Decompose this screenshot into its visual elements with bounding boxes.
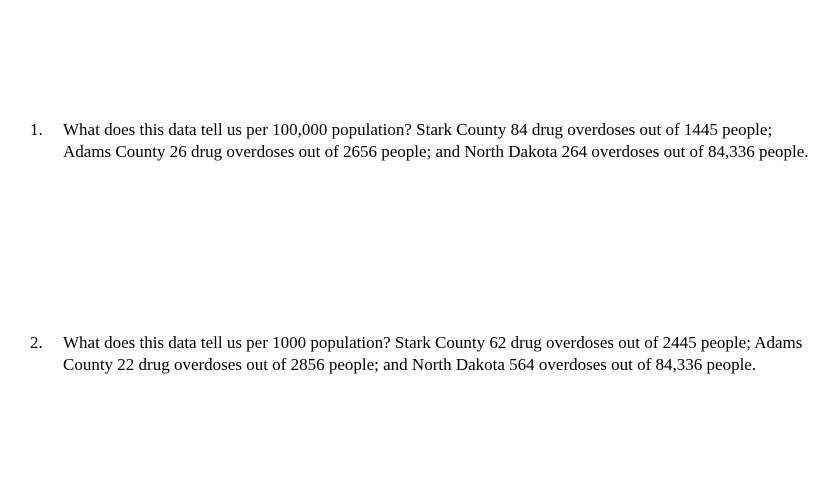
question-item-1 (30, 119, 810, 162)
question-text: What does this data tell us per 100,000 population? Stark County 84 drug overdoses out of 1445 people; Adams County 26 drug overdoses out of 2656 people; and North Dakota 264 overdoses out of 84,336 people. (63, 120, 809, 161)
question-item-2 (30, 332, 810, 375)
question-text: What does this data tell us per 1000 population? Stark County 62 drug overdoses out of 2445 people; Adams County 22 drug overdoses out of 2856 people; and North Dakota 564 overdoses out of 84,336 people. (63, 333, 803, 374)
question-number: 1. (30, 120, 43, 139)
question-number: 2. (30, 333, 43, 352)
